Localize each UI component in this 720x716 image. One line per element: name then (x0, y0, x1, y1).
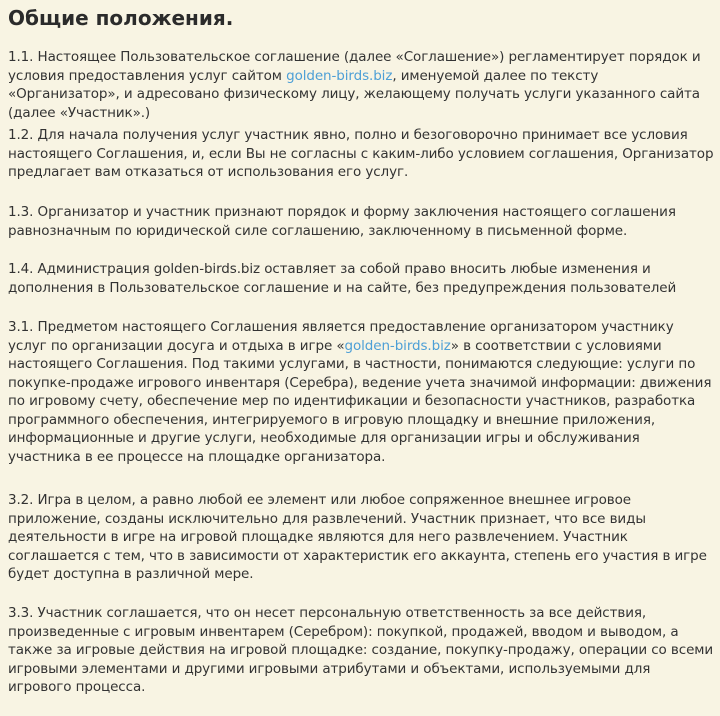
site-link[interactable]: golden-birds.biz (286, 67, 393, 84)
paragraph-1-1-text-end: , именуемой далее по тексту «Организатор», и адресовано физическому лицу, желающему получать услуги указанного сайта (далее «Участник».) (8, 67, 700, 121)
paragraph-1-4: 1.4. Администрация golden-birds.biz оставляет за собой право вносить любые изменения и дополнения в Пользовательское соглашение и на сайте, без предупреждения пользователей (8, 261, 677, 296)
paragraph-1-1-text-start: 1.1. Настоящее Пользовательское соглашение (далее «Соглашение») регламентирует порядок и условия предоставления услуг сайтом (8, 49, 701, 84)
paragraph-3-2: 3.2. Игра в целом, а равно любой ее элемент или любое сопряженное внешнее игровое приложение, созданы исключительно для развлечений. Участник признает, что все виды деятельности в игре на игровой площадке являются для него развлечением. Участник соглашается с тем, что в зависимости от характеристик его аккаунта, степень его участия в игре будет доступна в различной мере. (8, 492, 707, 582)
paragraph-1-2: 1.2. Для начала получения услуг участник явно, полно и безоговорочно принимает все условия настоящего Соглашения, и, если Вы не согласны с каким-либо условием соглашения, Организатор предлагает вам отказаться от использования его услуг. (8, 127, 714, 180)
paragraph-3-3: 3.3. Участник соглашается, что он несет персональную ответственность за все действия, произведенные с игровым инвентарем (Серебром): покупкой, продажей, вводом и выводом, а также за игровые действия на игровой площадке: создание, покупку-продажу, операции со всеми игровыми элементами и другими игровыми атрибутами и объектами, используемыми для игрового процесса. (8, 605, 714, 695)
section-title: Общие положения. (8, 6, 234, 30)
site-link[interactable]: golden-birds.biz (344, 337, 451, 354)
paragraph-3-1 (8, 318, 714, 466)
paragraph-3-1-text-start: 3.1. Предметом настоящего Соглашения является предоставление организатором участнику услуг по организации досуга и отдыха в игре « (8, 319, 674, 354)
paragraph-1-1 (8, 48, 714, 122)
paragraph-1-3: 1.3. Организатор и участник признают порядок и форму заключения настоящего соглашения равнозначным по юридической силе соглашению, заключенному в письменной форме. (8, 204, 676, 239)
paragraph-3-1-text-end: » в соответствии с условиями настоящего Соглашения. Под такими услугами, в частности, понимаются следующие: услуги по покупке-продаже игрового инвентаря (Серебра), ведение учета значимой информации: движения по игровому счету, обеспечение мер по идентификации и безопасности участников, разработка программного обеспечения, интегрируемого в игровую площадку и внешние приложения, информационные и другие услуги, необходимые для организации игры и обслуживания участника в ее процессе на площадке организатора. (8, 337, 712, 465)
